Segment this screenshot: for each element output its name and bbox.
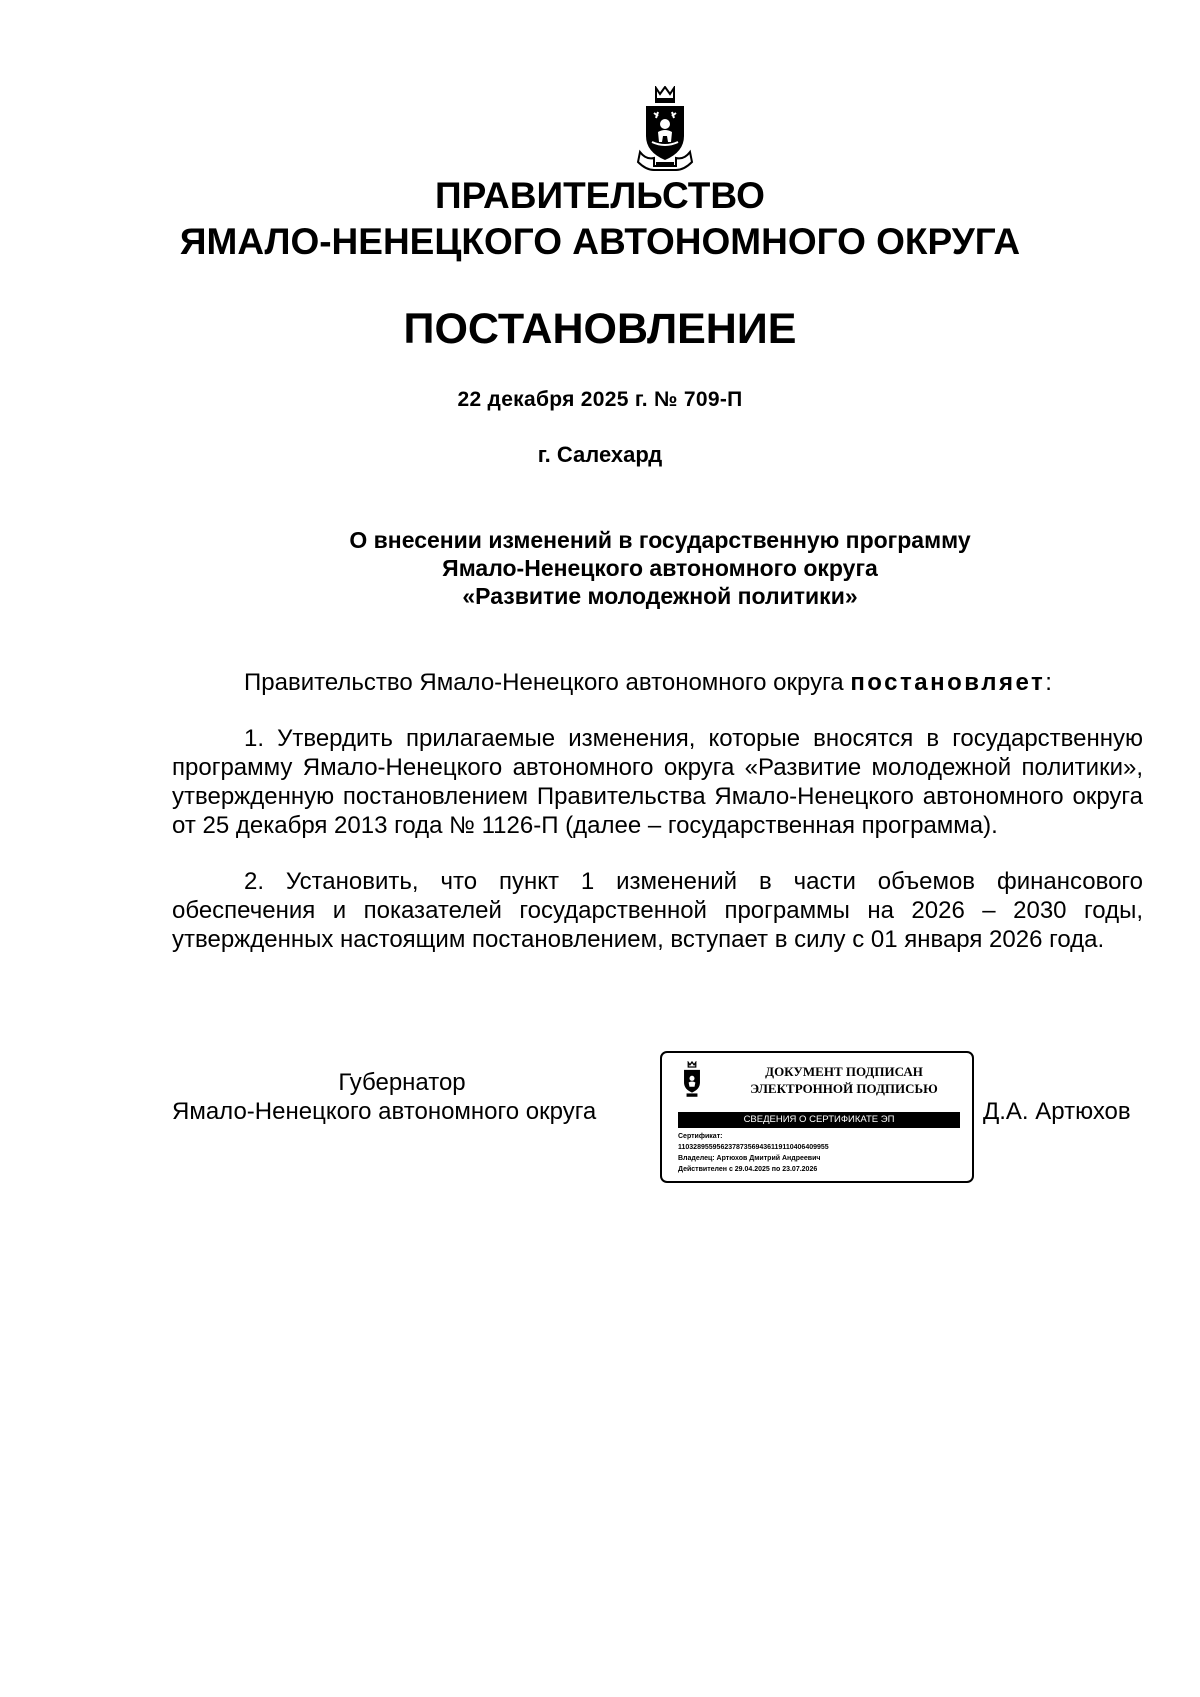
stamp-coat-of-arms-icon (679, 1061, 705, 1099)
resolution-item-2: 2. Установить, что пункт 1 изменений в части объемов финансового обеспечения и показателей государственной программы на 2026 – 2030 годы, утвержденных настоящим постановлением, вступает в силу с 01 января 2026 года. (172, 868, 1143, 953)
subject-line2: Ямало-Ненецкого автономного округа (442, 555, 878, 581)
signatory-name: Д.А. Артюхов (983, 1098, 1131, 1125)
intro-verb: постановляет (850, 669, 1046, 696)
subject-line3: «Развитие молодежной политики» (462, 583, 858, 609)
certificate-details (678, 1131, 968, 1175)
document-subject (0, 526, 1200, 610)
intro-paragraph (172, 668, 1143, 697)
electronic-signature-stamp (660, 1051, 974, 1183)
intro-text: Правительство Ямало-Ненецкого автономного округа (244, 669, 851, 696)
government-title-line2: ЯМАЛО-НЕНЕЦКОГО АВТОНОМНОГО ОКРУГА (179, 221, 1021, 262)
stamp-title-line2: ЭЛЕКТРОННОЙ ПОДПИСЬЮ (750, 1081, 938, 1096)
signatory-block (172, 1068, 642, 1126)
document-type-heading: ПОСТАНОВЛЕНИЕ (403, 305, 797, 353)
certificate-number: 110328955956237873569436119110406409955 (678, 1144, 829, 1151)
certificate-validity: Действителен с 29.04.2025 по 23.07.2026 (678, 1166, 818, 1173)
signatory-organization: Ямало-Ненецкого автономного округа (172, 1098, 597, 1125)
certificate-owner: Владелец: Артюхов Дмитрий Андреевич (678, 1155, 821, 1162)
coat-of-arms-icon (634, 86, 696, 174)
subject-line1: О внесении изменений в государственную программу (349, 527, 971, 553)
government-title (0, 173, 1200, 265)
signatory-position: Губернатор (338, 1069, 466, 1096)
resolution-item-1: 1. Утвердить прилагаемые изменения, которые вносятся в государственную программу Ямало-Ненецкого автономного округа «Развитие молодежной политики», утвержденную постановлением Правительства Ямало-Ненецкого автономного округа от 25 декабря 2013 года № 1126-П (далее – государственная программа). (172, 725, 1143, 839)
certificate-label: Сертификат: (678, 1133, 723, 1140)
government-title-line1: ПРАВИТЕЛЬСТВО (435, 175, 765, 216)
certificate-info-bar: СВЕДЕНИЯ О СЕРТИФИКАТЕ ЭП (678, 1112, 960, 1128)
document-date-number: 22 декабря 2025 г. № 709-П (457, 388, 743, 411)
stamp-title-line1: ДОКУМЕНТ ПОДПИСАН (765, 1064, 923, 1079)
intro-end: : (1045, 669, 1052, 696)
stamp-title (724, 1063, 964, 1097)
document-city: г. Салехард (537, 442, 663, 467)
